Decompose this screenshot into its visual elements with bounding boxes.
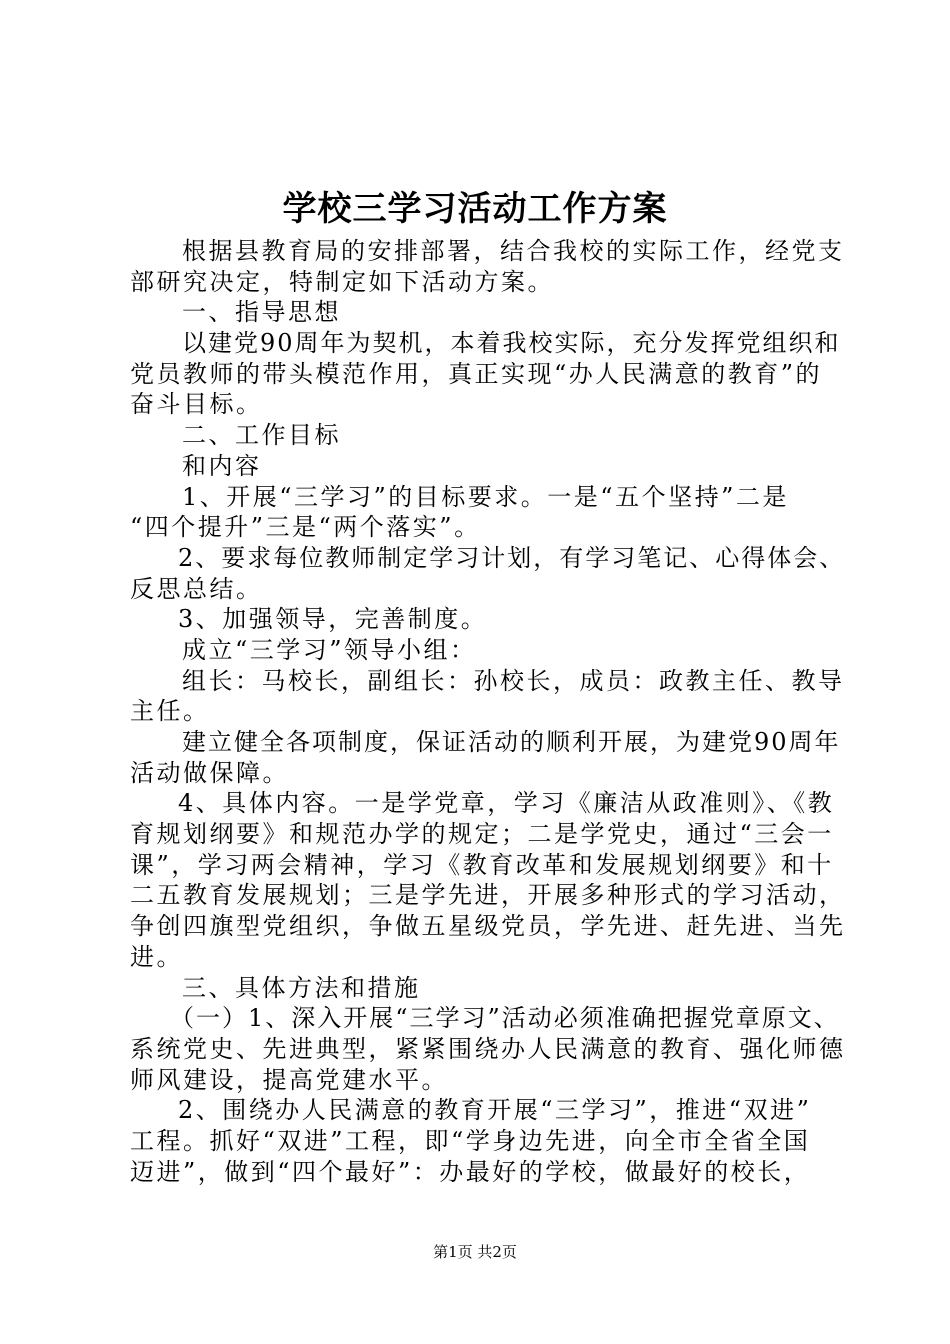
text-line: 2、要求每位教师制定学习计划，有学习笔记、心得体会、 [178,543,846,572]
text-line: 反思总结。 [130,574,263,603]
text-line: 3、加强领导，完善制度。 [178,605,488,634]
text-line: （一）1、深入开展“三学习”活动必须准确把握党章原文、 [170,1004,840,1033]
text-line: 进。 [130,942,183,971]
text-line: 以建党90周年为契机，本着我校实际，充分发挥党组织和 [182,329,841,358]
text-line: 2、围绕办人民满意的教育开展“三学习”，推进“双进” [178,1096,812,1125]
document-title: 学校三学习活动工作方案 [282,189,668,229]
text-line: 工程。抓好“双进”工程，即“学身边先进，向全市全省全国 [130,1126,811,1155]
text-line: 二、工作目标 [182,421,341,450]
text-line: 育规划纲要》和规范办学的规定；二是学党史，通过“三会一 [130,820,834,849]
text-line: 党员教师的带头模范作用，真正实现“办人民满意的教育”的 [130,359,823,388]
text-line: 系统党史、先进典型，紧紧围绕办人民满意的教育、强化师德 [130,1034,846,1063]
text-line: 课”，学习两会精神，学习《教育改革和发展规划纲要》和十 [130,850,834,879]
text-line: 组长：马校长，副组长：孙校长，成员：政教主任、教导 [182,666,845,695]
text-line: 4、具体内容。一是学党章，学习《廉洁从政准则》、《教 [178,789,835,818]
text-line: 一、指导思想 [182,298,341,327]
text-line: 迈进”，做到“四个最好”：办最好的学校，做最好的校长， [130,1157,811,1186]
text-line: 争创四旗型党组织，争做五星级党员，学先进、赶先进、当先 [130,912,846,941]
text-line: 主任。 [130,697,210,726]
text-line: 部研究决定，特制定如下活动方案。 [130,267,554,296]
text-line: “四个提升”三是“两个落实”。 [130,513,481,542]
text-line: 成立“三学习”领导小组： [182,635,477,664]
text-line: 师风建设，提高党建水平。 [130,1065,448,1094]
text-line: 根据县教育局的安排部署，结合我校的实际工作，经党支 [182,237,845,265]
text-line: 三、具体方法和措施 [182,973,421,1002]
page-footer: 第1页 共2页 [433,1243,517,1261]
text-line: 和内容 [182,451,262,480]
text-line: 奋斗目标。 [130,390,263,419]
text-line: 活动做保障。 [130,758,289,787]
text-line: 二五教育发展规划；三是学先进，开展多种形式的学习活动， [130,881,846,910]
text-line: 建立健全各项制度，保证活动的顺利开展，为建党90周年 [182,728,841,756]
text-line: 1、开展“三学习”的目标要求。一是“五个坚持”二是 [182,482,789,511]
document-body [130,236,845,1187]
